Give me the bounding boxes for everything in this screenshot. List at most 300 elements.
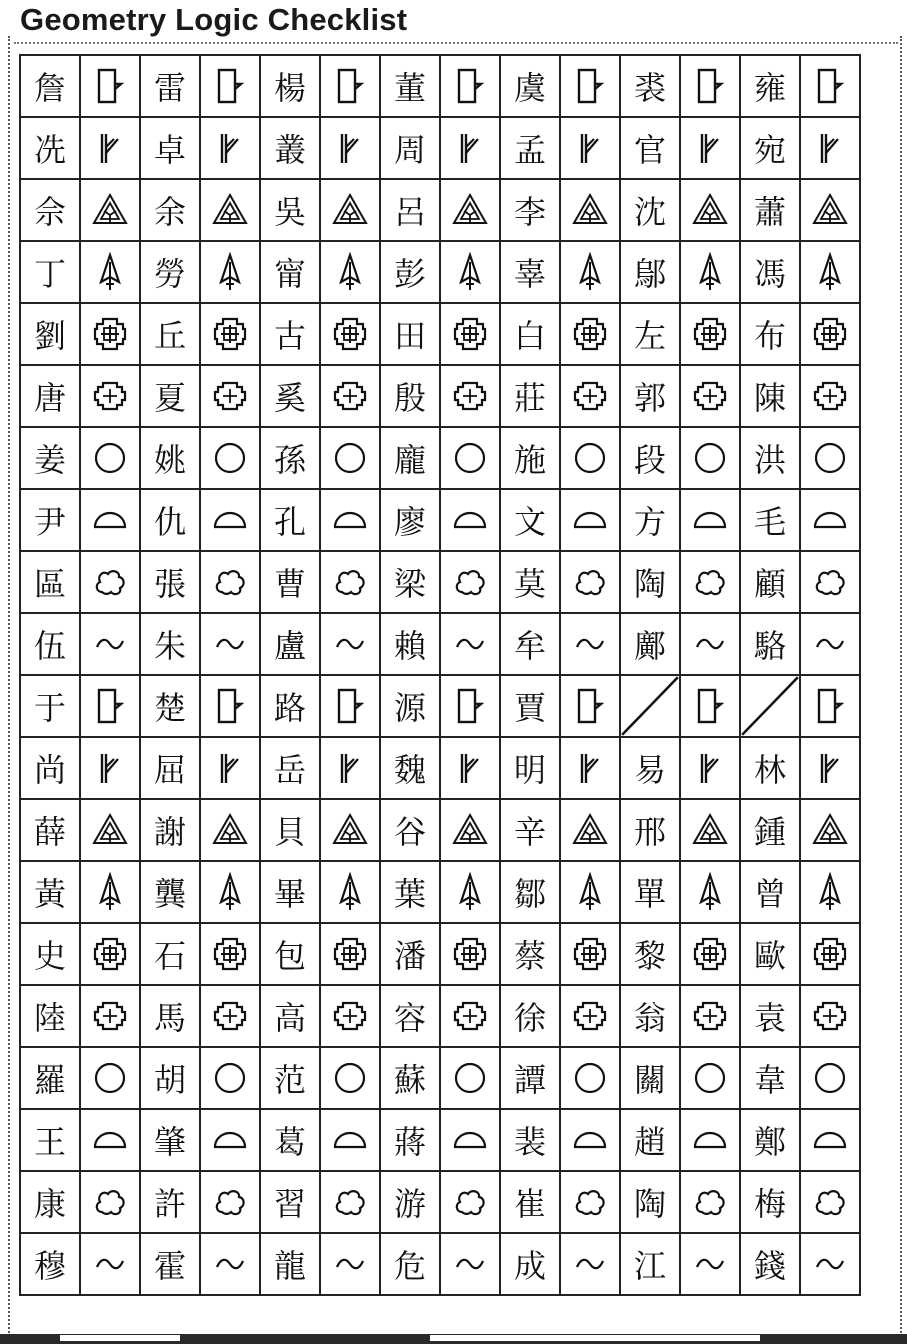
circle-icon — [200, 427, 260, 489]
surname-cell: 周 — [380, 117, 440, 179]
surname-cell: 盧 — [260, 613, 320, 675]
tilde-icon — [680, 1233, 740, 1295]
surname-cell: 崔 — [500, 1171, 560, 1233]
surname-cell: 尚 — [20, 737, 80, 799]
surname-cell: 勞 — [140, 241, 200, 303]
grid-row — [20, 613, 860, 675]
half-dome-icon — [80, 1109, 140, 1171]
circle-icon — [80, 427, 140, 489]
gear-cross-icon — [560, 923, 620, 985]
surname-cell: 于 — [20, 675, 80, 737]
surname-cell: 明 — [500, 737, 560, 799]
surname-cell: 蘇 — [380, 1047, 440, 1109]
rect-flag-icon — [800, 675, 860, 737]
double-prong-icon — [440, 117, 500, 179]
surname-cell: 方 — [620, 489, 680, 551]
surname-cell: 余 — [140, 179, 200, 241]
gear-dot-icon — [80, 365, 140, 427]
surname-cell: 袁 — [740, 985, 800, 1047]
surname-cell: 易 — [620, 737, 680, 799]
gear-dot-icon — [560, 985, 620, 1047]
gear-dot-icon — [560, 365, 620, 427]
surname-cell: 吳 — [260, 179, 320, 241]
gear-cross-icon — [80, 303, 140, 365]
half-dome-icon — [200, 1109, 260, 1171]
page-title: Geometry Logic Checklist — [20, 2, 408, 37]
tree-arrow-icon — [200, 241, 260, 303]
tree-arrow-icon — [680, 241, 740, 303]
surname-cell: 楚 — [140, 675, 200, 737]
surname-cell: 石 — [140, 923, 200, 985]
surname-cell: 田 — [380, 303, 440, 365]
grid-row — [20, 365, 860, 427]
surname-cell: 賴 — [380, 613, 440, 675]
tilde-icon — [800, 613, 860, 675]
rect-flag-icon — [680, 675, 740, 737]
grid-body — [20, 55, 860, 1295]
surname-cell: 源 — [380, 675, 440, 737]
cloud-icon — [560, 1171, 620, 1233]
cloud-icon — [680, 551, 740, 613]
grid-row — [20, 1047, 860, 1109]
tilde-icon — [680, 613, 740, 675]
recycle-triangle-icon — [80, 179, 140, 241]
surname-cell: 陳 — [740, 365, 800, 427]
double-prong-icon — [320, 737, 380, 799]
grid-row — [20, 489, 860, 551]
circle-icon — [320, 1047, 380, 1109]
surname-cell: 布 — [740, 303, 800, 365]
surname-cell: 魏 — [380, 737, 440, 799]
surname-cell: 呂 — [380, 179, 440, 241]
double-prong-icon — [680, 117, 740, 179]
tree-arrow-icon — [200, 861, 260, 923]
surname-cell: 范 — [260, 1047, 320, 1109]
empty-crossed-cell — [740, 675, 800, 737]
half-dome-icon — [560, 489, 620, 551]
surname-cell: 穆 — [20, 1233, 80, 1295]
surname-cell: 徐 — [500, 985, 560, 1047]
surname-cell: 殷 — [380, 365, 440, 427]
surname-cell: 龍 — [260, 1233, 320, 1295]
surname-cell: 馬 — [140, 985, 200, 1047]
surname-cell: 唐 — [20, 365, 80, 427]
surname-cell: 曹 — [260, 551, 320, 613]
surname-cell: 奚 — [260, 365, 320, 427]
surname-cell: 史 — [20, 923, 80, 985]
rect-flag-icon — [680, 55, 740, 117]
tilde-icon — [560, 1233, 620, 1295]
surname-cell: 葛 — [260, 1109, 320, 1171]
surname-cell: 辜 — [500, 241, 560, 303]
grid-row — [20, 241, 860, 303]
tree-arrow-icon — [320, 861, 380, 923]
circle-icon — [800, 427, 860, 489]
cloud-icon — [320, 1171, 380, 1233]
rect-flag-icon — [200, 55, 260, 117]
half-dome-icon — [800, 489, 860, 551]
circle-icon — [560, 427, 620, 489]
tree-arrow-icon — [440, 241, 500, 303]
surname-cell: 包 — [260, 923, 320, 985]
recycle-triangle-icon — [200, 799, 260, 861]
left-dotted-border — [8, 36, 10, 1336]
surname-cell: 蔣 — [380, 1109, 440, 1171]
surname-cell: 朱 — [140, 613, 200, 675]
surname-cell: 尹 — [20, 489, 80, 551]
surname-cell: 鄔 — [620, 241, 680, 303]
surname-cell: 蕭 — [740, 179, 800, 241]
gear-cross-icon — [320, 303, 380, 365]
surname-cell: 歐 — [740, 923, 800, 985]
surname-cell: 沈 — [620, 179, 680, 241]
tree-arrow-icon — [560, 241, 620, 303]
cloud-icon — [80, 1171, 140, 1233]
recycle-triangle-icon — [560, 799, 620, 861]
surname-cell: 段 — [620, 427, 680, 489]
gear-dot-icon — [320, 985, 380, 1047]
double-prong-icon — [80, 117, 140, 179]
surname-cell: 卓 — [140, 117, 200, 179]
tilde-icon — [320, 613, 380, 675]
surname-cell: 虞 — [500, 55, 560, 117]
half-dome-icon — [440, 1109, 500, 1171]
surname-cell: 謝 — [140, 799, 200, 861]
surname-cell: 楊 — [260, 55, 320, 117]
surname-cell: 霍 — [140, 1233, 200, 1295]
recycle-triangle-icon — [560, 179, 620, 241]
cloud-icon — [800, 1171, 860, 1233]
surname-cell: 孫 — [260, 427, 320, 489]
surname-cell: 康 — [20, 1171, 80, 1233]
gear-cross-icon — [320, 923, 380, 985]
grid-row — [20, 117, 860, 179]
surname-cell: 成 — [500, 1233, 560, 1295]
half-dome-icon — [680, 1109, 740, 1171]
tilde-icon — [440, 1233, 500, 1295]
surname-cell: 江 — [620, 1233, 680, 1295]
double-prong-icon — [800, 117, 860, 179]
half-dome-icon — [560, 1109, 620, 1171]
circle-icon — [680, 1047, 740, 1109]
surname-cell: 梁 — [380, 551, 440, 613]
gear-dot-icon — [680, 985, 740, 1047]
surname-cell: 蔡 — [500, 923, 560, 985]
gear-dot-icon — [320, 365, 380, 427]
tilde-icon — [800, 1233, 860, 1295]
tree-arrow-icon — [80, 861, 140, 923]
tilde-icon — [200, 613, 260, 675]
surname-cell: 詹 — [20, 55, 80, 117]
surname-cell: 李 — [500, 179, 560, 241]
tilde-icon — [200, 1233, 260, 1295]
surname-cell: 丁 — [20, 241, 80, 303]
grid-row — [20, 923, 860, 985]
gear-dot-icon — [680, 365, 740, 427]
surname-cell: 貝 — [260, 799, 320, 861]
surname-cell: 習 — [260, 1171, 320, 1233]
tree-arrow-icon — [80, 241, 140, 303]
top-dotted-border — [14, 42, 898, 44]
surname-cell: 丘 — [140, 303, 200, 365]
gear-cross-icon — [560, 303, 620, 365]
rect-flag-icon — [80, 55, 140, 117]
surname-cell: 彭 — [380, 241, 440, 303]
surname-cell: 畢 — [260, 861, 320, 923]
double-prong-icon — [800, 737, 860, 799]
gear-cross-icon — [680, 303, 740, 365]
double-prong-icon — [680, 737, 740, 799]
surname-cell: 容 — [380, 985, 440, 1047]
surname-cell: 谷 — [380, 799, 440, 861]
surname-cell: 鍾 — [740, 799, 800, 861]
gear-cross-icon — [80, 923, 140, 985]
surname-cell: 翁 — [620, 985, 680, 1047]
grid-row — [20, 985, 860, 1047]
circle-icon — [560, 1047, 620, 1109]
grid-row — [20, 303, 860, 365]
tilde-icon — [440, 613, 500, 675]
surname-cell: 伍 — [20, 613, 80, 675]
surname-cell: 郭 — [620, 365, 680, 427]
surname-cell: 賈 — [500, 675, 560, 737]
empty-crossed-cell — [620, 675, 680, 737]
tilde-icon — [80, 613, 140, 675]
tilde-icon — [80, 1233, 140, 1295]
surname-cell: 曾 — [740, 861, 800, 923]
rect-flag-icon — [440, 675, 500, 737]
cloud-icon — [440, 1171, 500, 1233]
half-dome-icon — [320, 489, 380, 551]
recycle-triangle-icon — [800, 799, 860, 861]
surname-cell: 姜 — [20, 427, 80, 489]
surname-cell: 區 — [20, 551, 80, 613]
surname-cell: 龐 — [380, 427, 440, 489]
surname-cell: 施 — [500, 427, 560, 489]
grid-row — [20, 427, 860, 489]
cloud-icon — [800, 551, 860, 613]
surname-cell: 夏 — [140, 365, 200, 427]
checklist-grid — [19, 54, 861, 1296]
circle-icon — [680, 427, 740, 489]
surname-cell: 肇 — [140, 1109, 200, 1171]
surname-cell: 陸 — [20, 985, 80, 1047]
rect-flag-icon — [800, 55, 860, 117]
surname-cell: 趙 — [620, 1109, 680, 1171]
gear-dot-icon — [440, 985, 500, 1047]
grid-row — [20, 551, 860, 613]
grid-row — [20, 799, 860, 861]
gear-cross-icon — [440, 923, 500, 985]
tree-arrow-icon — [440, 861, 500, 923]
grid-row — [20, 737, 860, 799]
cloud-icon — [560, 551, 620, 613]
gear-cross-icon — [680, 923, 740, 985]
recycle-triangle-icon — [440, 799, 500, 861]
rect-flag-icon — [560, 675, 620, 737]
half-dome-icon — [680, 489, 740, 551]
surname-cell: 古 — [260, 303, 320, 365]
surname-cell: 孟 — [500, 117, 560, 179]
gear-dot-icon — [440, 365, 500, 427]
surname-cell: 莫 — [500, 551, 560, 613]
tree-arrow-icon — [560, 861, 620, 923]
double-prong-icon — [440, 737, 500, 799]
rect-flag-icon — [560, 55, 620, 117]
surname-cell: 文 — [500, 489, 560, 551]
gear-dot-icon — [200, 365, 260, 427]
recycle-triangle-icon — [80, 799, 140, 861]
gear-dot-icon — [800, 365, 860, 427]
surname-cell: 羅 — [20, 1047, 80, 1109]
surname-cell: 潘 — [380, 923, 440, 985]
surname-cell: 韋 — [740, 1047, 800, 1109]
surname-cell: 葉 — [380, 861, 440, 923]
surname-cell: 黃 — [20, 861, 80, 923]
surname-cell: 鄒 — [500, 861, 560, 923]
surname-cell: 龔 — [140, 861, 200, 923]
surname-cell: 薛 — [20, 799, 80, 861]
gear-dot-icon — [80, 985, 140, 1047]
recycle-triangle-icon — [680, 179, 740, 241]
grid-row — [20, 861, 860, 923]
double-prong-icon — [80, 737, 140, 799]
surname-cell: 辛 — [500, 799, 560, 861]
surname-cell: 關 — [620, 1047, 680, 1109]
surname-cell: 姚 — [140, 427, 200, 489]
tree-arrow-icon — [320, 241, 380, 303]
right-dotted-border — [900, 36, 902, 1336]
half-dome-icon — [320, 1109, 380, 1171]
surname-cell: 董 — [380, 55, 440, 117]
cloud-icon — [200, 1171, 260, 1233]
surname-cell: 裴 — [500, 1109, 560, 1171]
tilde-icon — [560, 613, 620, 675]
recycle-triangle-icon — [680, 799, 740, 861]
surname-cell: 梅 — [740, 1171, 800, 1233]
grid-row — [20, 675, 860, 737]
cloud-icon — [80, 551, 140, 613]
surname-cell: 冼 — [20, 117, 80, 179]
circle-icon — [440, 1047, 500, 1109]
gear-cross-icon — [200, 303, 260, 365]
half-dome-icon — [800, 1109, 860, 1171]
cloud-icon — [440, 551, 500, 613]
double-prong-icon — [560, 737, 620, 799]
grid-row — [20, 1233, 860, 1295]
tilde-icon — [320, 1233, 380, 1295]
half-dome-icon — [80, 489, 140, 551]
cloud-icon — [320, 551, 380, 613]
cloud-icon — [200, 551, 260, 613]
surname-cell: 廖 — [380, 489, 440, 551]
double-prong-icon — [560, 117, 620, 179]
half-dome-icon — [440, 489, 500, 551]
surname-cell: 甯 — [260, 241, 320, 303]
recycle-triangle-icon — [440, 179, 500, 241]
surname-cell: 叢 — [260, 117, 320, 179]
gear-dot-icon — [800, 985, 860, 1047]
surname-cell: 高 — [260, 985, 320, 1047]
tree-arrow-icon — [680, 861, 740, 923]
surname-cell: 單 — [620, 861, 680, 923]
surname-cell: 仇 — [140, 489, 200, 551]
bottom-edge-bar — [0, 1334, 907, 1344]
surname-cell: 雍 — [740, 55, 800, 117]
surname-cell: 莊 — [500, 365, 560, 427]
grid-row — [20, 55, 860, 117]
rect-flag-icon — [320, 675, 380, 737]
recycle-triangle-icon — [800, 179, 860, 241]
surname-cell: 鄭 — [740, 1109, 800, 1171]
surname-cell: 左 — [620, 303, 680, 365]
surname-cell: 陶 — [620, 551, 680, 613]
surname-cell: 陶 — [620, 1171, 680, 1233]
surname-cell: 顧 — [740, 551, 800, 613]
circle-icon — [800, 1047, 860, 1109]
surname-cell: 孔 — [260, 489, 320, 551]
surname-cell: 屈 — [140, 737, 200, 799]
surname-cell: 錢 — [740, 1233, 800, 1295]
half-dome-icon — [200, 489, 260, 551]
tree-arrow-icon — [800, 241, 860, 303]
surname-cell: 洪 — [740, 427, 800, 489]
grid-row — [20, 1171, 860, 1233]
recycle-triangle-icon — [200, 179, 260, 241]
surname-cell: 胡 — [140, 1047, 200, 1109]
grid-row — [20, 1109, 860, 1171]
double-prong-icon — [200, 737, 260, 799]
surname-cell: 鄺 — [620, 613, 680, 675]
rect-flag-icon — [200, 675, 260, 737]
rect-flag-icon — [440, 55, 500, 117]
surname-cell: 路 — [260, 675, 320, 737]
recycle-triangle-icon — [320, 799, 380, 861]
surname-cell: 劉 — [20, 303, 80, 365]
circle-icon — [320, 427, 380, 489]
gear-cross-icon — [200, 923, 260, 985]
circle-icon — [200, 1047, 260, 1109]
surname-cell: 黎 — [620, 923, 680, 985]
surname-cell: 游 — [380, 1171, 440, 1233]
surname-cell: 毛 — [740, 489, 800, 551]
surname-cell: 駱 — [740, 613, 800, 675]
surname-cell: 岳 — [260, 737, 320, 799]
surname-cell: 林 — [740, 737, 800, 799]
circle-icon — [440, 427, 500, 489]
gear-cross-icon — [440, 303, 500, 365]
gear-dot-icon — [200, 985, 260, 1047]
surname-cell: 裘 — [620, 55, 680, 117]
double-prong-icon — [320, 117, 380, 179]
rect-flag-icon — [80, 675, 140, 737]
double-prong-icon — [200, 117, 260, 179]
surname-cell: 官 — [620, 117, 680, 179]
gear-cross-icon — [800, 303, 860, 365]
surname-cell: 白 — [500, 303, 560, 365]
surname-cell: 譚 — [500, 1047, 560, 1109]
cloud-icon — [680, 1171, 740, 1233]
recycle-triangle-icon — [320, 179, 380, 241]
surname-cell: 馮 — [740, 241, 800, 303]
tree-arrow-icon — [800, 861, 860, 923]
rect-flag-icon — [320, 55, 380, 117]
surname-cell: 佘 — [20, 179, 80, 241]
surname-cell: 許 — [140, 1171, 200, 1233]
surname-cell: 邢 — [620, 799, 680, 861]
surname-cell: 王 — [20, 1109, 80, 1171]
circle-icon — [80, 1047, 140, 1109]
